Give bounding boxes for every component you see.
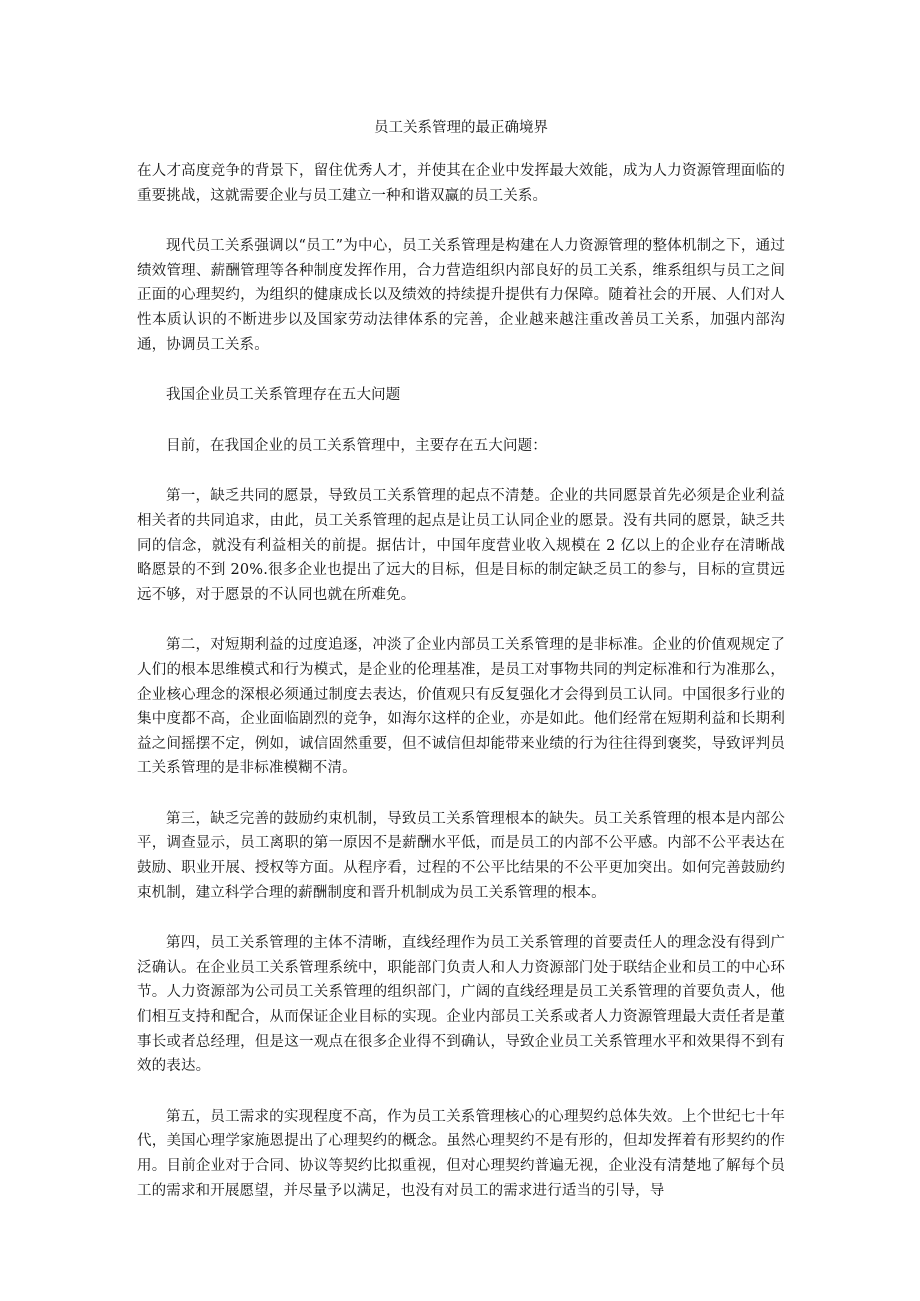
paragraph-intro: 在人才高度竞争的背景下，留住优秀人才，并使其在企业中发挥最大效能，成为人力资源管理面临的重要挑战，这就需要企业与员工建立一种和谐双赢的员工关系。 — [137, 163, 785, 204]
paragraph-current-status: 目前，在我国企业的员工关系管理中，主要存在五大问题： — [166, 437, 547, 454]
paragraph-problem-2: 第二，对短期利益的过度追逐，冲淡了企业内部员工关系管理的是非标准。企业的价值观规定了人们的根本思维模式和行为模式，是企业的伦理基准，是员工对事物共同的判定标准和行为准那么，企业核心理念的深根必须通过制度去表达，价值观只有反复强化才会得到员工认同。中国很多行业的集中度都不高，企业面临剧烈的竞争，如海尔这样的企业，亦是如此。他们经常在短期利益和长期利益之间摇摆不定，例如，诚信固然重要，但不诚信但却能带来业绩的行为往往得到褒奖，导致评判员工关系管理的是非标准模糊不清。 — [137, 637, 785, 777]
document-body — [137, 159, 785, 1229]
paragraph-modern-relations: 现代员工关系强调以“员工”为中心，员工关系管理是构建在人力资源管理的整体机制之下，通过绩效管理、薪酬管理等各种制度发挥作用，合力营造组织内部良好的员工关系，维系组织与员工之间正面的心理契约，为组织的健康成长以及绩效的持续提升提供有力保障。随着社会的开展、人们对人性本质认识的不断进步以及国家劳动法律体系的完善，企业越来越注重改善员工关系，加强内部沟通，协调员工关系。 — [137, 238, 785, 353]
section-heading-five-problems: 我国企业员工关系管理存在五大问题 — [166, 387, 401, 404]
paragraph-problem-5: 第五，员工需求的实现程度不高，作为员工关系管理核心的心理契约总体失效。上个世纪七十年代，美国心理学家施恩提出了心理契约的概念。虽然心理契约不是有形的，但却发挥着有形契约的作用。目前企业对于合同、协议等契约比拟重视，但对心理契约普遍无视，企业没有清楚地了解每个员工的需求和开展愿望，并尽量予以满足，也没有对员工的需求进行适当的引导，导 — [137, 1108, 785, 1199]
paragraph-problem-3: 第三，缺乏完善的鼓励约束机制，导致员工关系管理根本的缺失。员工关系管理的根本是内部公平，调查显示，员工离职的第一原因不是薪酬水平低，而是员工的内部不公平感。内部不公平表达在鼓励、职业开展、授权等方面。从程序看，过程的不公平比结果的不公平更加突出。如何完善鼓励约束机制，建立科学合理的薪酬制度和晋升机制成为员工关系管理的根本。 — [137, 810, 785, 901]
paragraph-problem-4: 第四，员工关系管理的主体不清晰，直线经理作为员工关系管理的首要责任人的理念没有得到广泛确认。在企业员工关系管理系统中，职能部门负责人和人力资源部门处于联结企业和员工的中心环节。人力资源部为公司员工关系管理的组织部门，广阔的直线经理是员工关系管理的首要负责人，他们相互支持和配合，从而保证企业目标的实现。企业内部员工关系或者人力资源管理最大责任者是董事长或者总经理，但是这一观点在很多企业得不到确认，导致企业员工关系管理水平和效果得不到有效的表达。 — [137, 935, 785, 1075]
paragraph-problem-1: 第一，缺乏共同的愿景，导致员工关系管理的起点不清楚。企业的共同愿景首先必须是企业利益相关者的共同追求，由此，员工关系管理的起点是让员工认同企业的愿景。没有共同的愿景，缺乏共同的信念，就没有利益相关的前提。据估计，中国年度营业收入规模在 2 亿以上的企业存在清晰战略愿景的不到 20%.很多企业也提出了远大的目标，但是目标的制定缺乏员工的参与，目标的宣贯远远不够，对于愿景的不认同也就在所难免。 — [137, 488, 785, 603]
document-title: 员工关系管理的最正确境界 — [374, 120, 548, 136]
